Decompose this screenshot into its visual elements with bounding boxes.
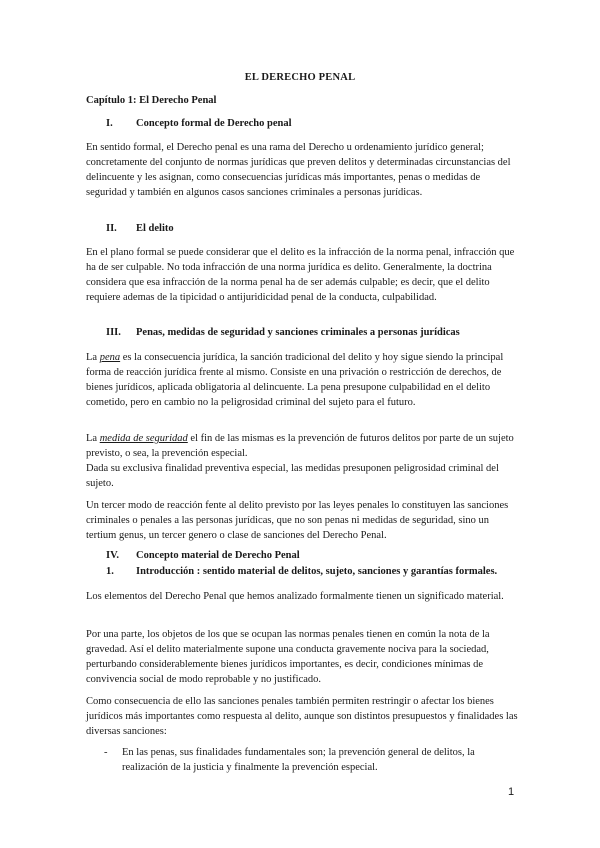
paragraph-pena: [86, 350, 518, 410]
section-heading-2: [86, 223, 174, 234]
section-number: III.: [106, 327, 121, 338]
section-title: Concepto material de Derecho Penal: [136, 550, 300, 561]
section-number: IV.: [106, 550, 119, 561]
paragraph: Un tercer modo de reacción fente al delito previsto por las leyes penales lo constituyen las sanciones criminales o penales a las personas jurídicas, que no son penas ni medidas de seguridad, sino un tertium genus, un tercer genero o clase de sanciones del Derecho Penal.: [86, 500, 509, 541]
section-number: II.: [106, 223, 117, 234]
section-title: El delito: [136, 223, 174, 234]
subsection-title: Introducción : sentido material de delitos, sujeto, sanciones y garantías formales.: [136, 566, 498, 577]
term-medida-de-seguridad: medida de seguridad: [99, 433, 188, 444]
text-fragment: La: [86, 433, 100, 444]
text-fragment: el fin de las mismas es la prevención de futuros delitos por parte de un sujeto previsto, o sea, la prevención especial.: [86, 433, 514, 459]
term-pena: pena: [99, 352, 121, 363]
section-heading-4: [86, 550, 300, 561]
subsection-heading: [86, 566, 497, 577]
paragraph: Como consecuencia de ello las sanciones penales también permiten restringir o afectar los bienes jurídicos más importantes como respuesta al delito, aunque son distintos presupuestos y finalidades las diversas sanciones:: [86, 696, 518, 737]
paragraph: En sentido formal, el Derecho penal es una rama del Derecho u ordenamiento jurídico general; concretamente del conjunto de normas jurídicas que preven delitos y determinadas circunstancias del delincuente y les asignan, como consecuencias jurídicas más importantes, penas o medidas de seguridad y también en algunos casos sanciones criminales a personas jurídicas.: [86, 142, 511, 198]
bullet-dash: -: [104, 747, 108, 758]
chapter-heading: Capítulo 1: El Derecho Penal: [86, 95, 217, 106]
list-item-text: En las penas, sus finalidades fundamentales son; la prevención general de delitos, la realización de la justicia y finalmente la prevención especial.: [122, 747, 475, 773]
section-heading-3: [86, 327, 460, 338]
document-title: EL DERECHO PENAL: [244, 72, 356, 83]
paragraph-medida: [86, 431, 518, 491]
paragraph: Los elementos del Derecho Penal que hemos analizado formalmente tienen un significado material.: [86, 591, 504, 602]
paragraph: En el plano formal se puede considerar que el delito es la infracción de la norma penal, infracción que ha de ser culpable. No toda infracción de una norma jurídica es delito. Generalmente, la doctrina considera que esa infracción de la norma penal ha de ser además culpable; es decir, que el delito requiere ademas de la tipicidad o antijuridicidad penal de la conducta, culpabilidad.: [86, 247, 515, 303]
text-fragment: Dada su exclusiva finalidad preventiva especial, las medidas presuponen peligrosidad criminal del sujeto.: [86, 463, 499, 489]
text-fragment: es la consecuencia jurídica, la sanción tradicional del delito y hoy sigue siendo la principal forma de reacción jurídica frente al mismo. Consiste en una privación o restricción de derechos, de bienes jurídicos, aplicada obligatoria al delincuente. La pena presupone culpabilidad en el delito cometido, pero en cambio no la peligrosidad criminal del sujeto para el futuro.: [86, 352, 504, 408]
section-title: Penas, medidas de seguridad y sanciones criminales a personas jurídicas: [136, 327, 460, 338]
section-title: Concepto formal de Derecho penal: [136, 118, 292, 129]
page-number: 1: [508, 786, 515, 798]
section-number: I.: [106, 118, 113, 129]
section-heading-1: [86, 118, 292, 129]
paragraph: Por una parte, los objetos de los que se ocupan las normas penales tienen en común la nota de la gravedad. Así el delito materialmente supone una conducta gravemente nociva para la sociedad, perturbando considerablemente bienes jurídicos importantes, es decir, condiciones mínimas de convivencia social de modo reprobable y no justificado.: [86, 629, 490, 685]
text-fragment: La: [86, 352, 100, 363]
list-item: [86, 745, 518, 775]
subsection-number: 1.: [106, 566, 114, 577]
